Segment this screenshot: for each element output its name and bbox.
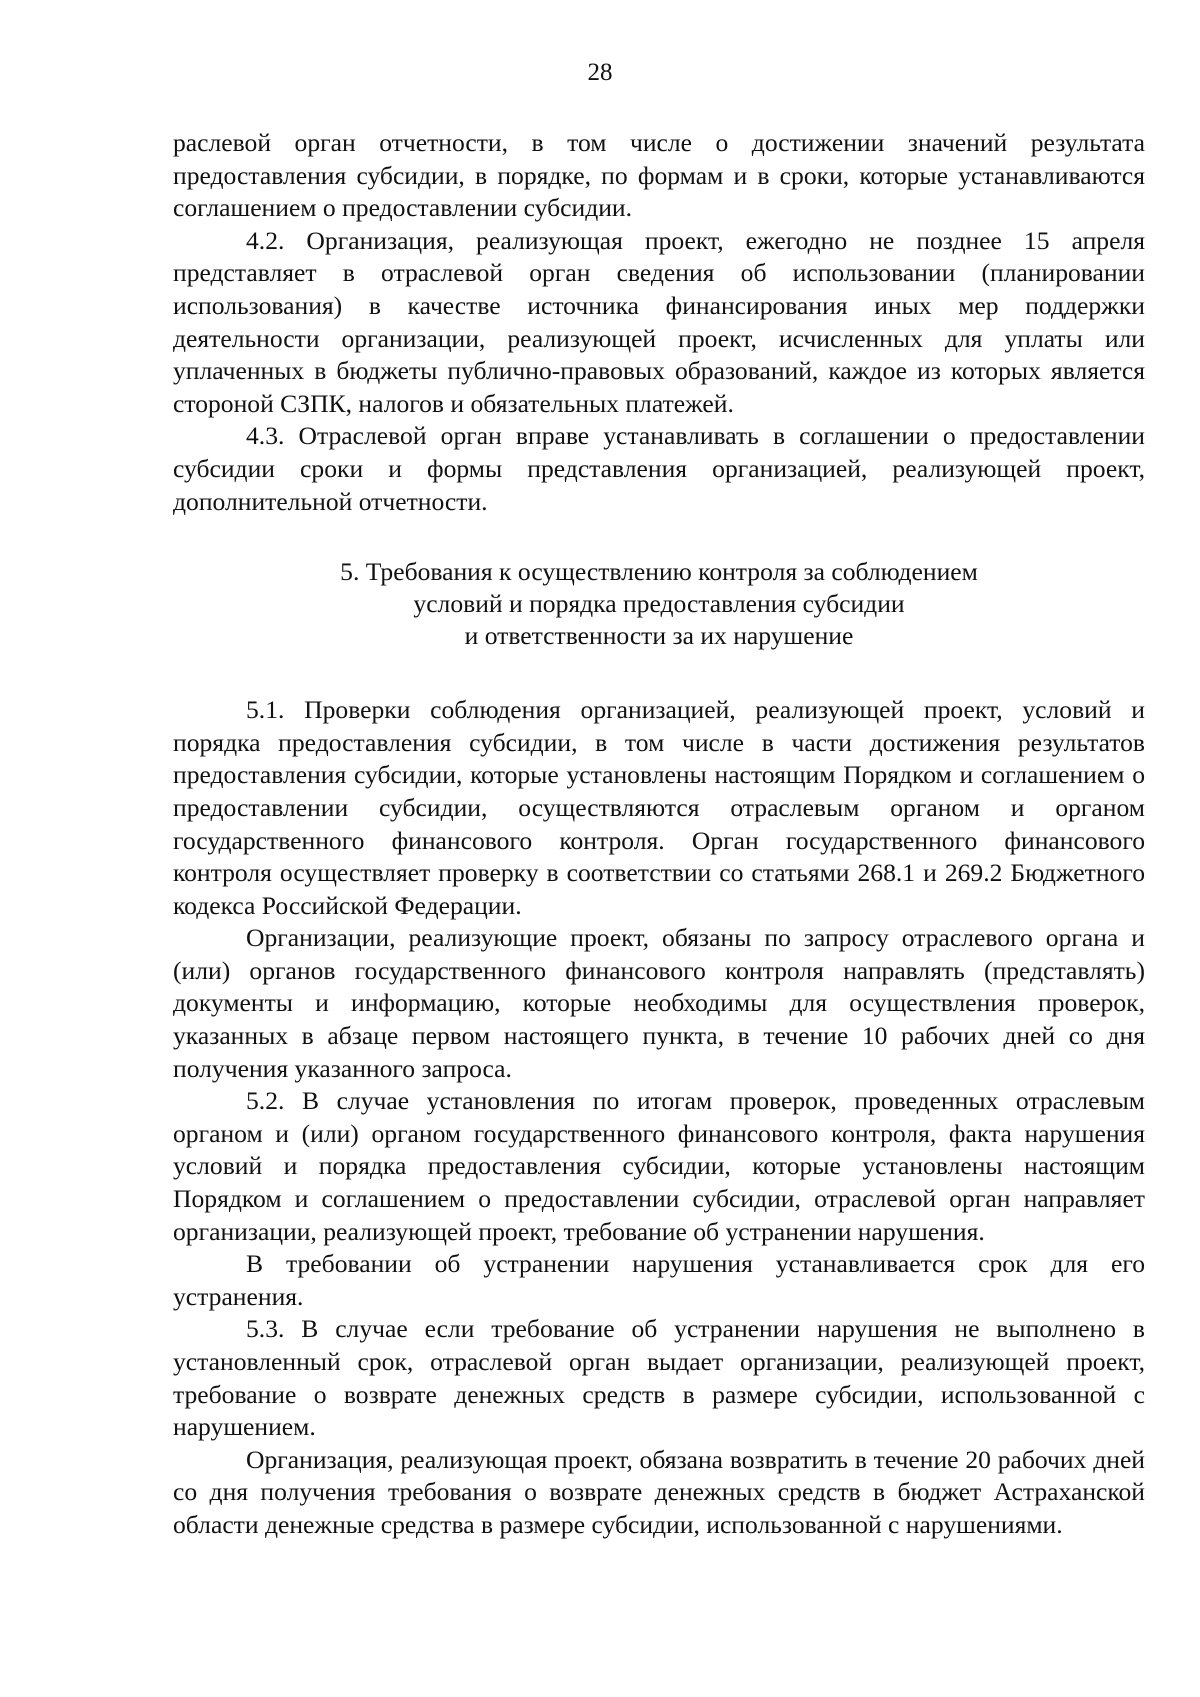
- paragraph-5-1: 5.1. Проверки соблюдения организацией, реализующей проект, условий и порядка предоставления субсидии, в том числе в части достижения результатов предоставления субсидии, которые установлены настоящим Порядком и соглашением о предоставлении субсидии, осуществляются отраслевым органом и органом государственного финансового контроля. Орган государственного финансового контроля осуществляет проверку в соответствии со статьями 268.1 и 269.2 Бюджетного кодекса Российской Федерации.: [173, 695, 1145, 920]
- section-heading-line-1: 5. Требования к осуществлению контроля за соблюдением: [340, 557, 978, 587]
- paragraph-4-2: 4.2. Организация, реализующая проект, ежегодно не позднее 15 апреля представляет в отраслевой орган сведения об использовании (планировании использования) в качестве источника финансирования иных мер поддержки деятельности организации, реализующей проект, исчисленных для уплаты или уплаченных в бюджеты публично-правовых образований, каждое из которых является стороной СЗПК, налогов и обязательных платежей.: [173, 225, 1145, 418]
- paragraph-5-1-second: Организации, реализующие проект, обязаны по запросу отраслевого органа и (или) органов государственного финансового контроля направлять (представлять) документы и информацию, которые необходимы для осуществления проверок, указанных в абзаце первом настоящего пункта, в течение 10 рабочих дней со дня получения указанного запроса.: [173, 923, 1145, 1083]
- paragraph-5-2: 5.2. В случае установления по итогам проверок, проведенных отраслевым органом и (или) органом государственного финансового контроля, факта нарушения условий и порядка предоставления субсидии, которые установлены настоящим Порядком и соглашением о предоставлении субсидии, отраслевой орган направляет организации, реализующей проект, требование об устранении нарушения.: [173, 1086, 1145, 1246]
- paragraph-continuation: раслевой орган отчетности, в том числе о достижении значений результата предоставления субсидии, в порядке, по формам и в сроки, которые устанавливаются соглашением о предоставлении субсидии.: [173, 128, 1145, 223]
- document-body: [173, 127, 1145, 1542]
- paragraph-5-3: 5.3. В случае если требование об устранении нарушения не выполнено в установленный срок, отраслевой орган выдает организации, реализующей проект, требование о возврате денежных средств в размере субсидии, использованной с нарушением.: [173, 1314, 1145, 1442]
- page-number: 28: [587, 59, 613, 86]
- paragraph-5-3-second: Организация, реализующая проект, обязана возвратить в течение 20 рабочих дней со дня получения требования о возврате денежных средств в бюджет Астраханской области денежные средства в размере субсидии, использованной с нарушениями.: [173, 1444, 1145, 1539]
- section-heading-line-3: и ответственности за их нарушение: [464, 621, 854, 651]
- section-heading: [173, 556, 1145, 652]
- paragraph-5-2-second: В требовании об устранении нарушения устанавливается срок для его устранения.: [173, 1249, 1145, 1311]
- paragraph-4-3: 4.3. Отраслевой орган вправе устанавливать в соглашении о предоставлении субсидии сроки и формы представления организацией, реализующей проект, дополнительной отчетности.: [173, 421, 1145, 516]
- section-heading-line-2: условий и порядка предоставления субсидии: [413, 589, 905, 619]
